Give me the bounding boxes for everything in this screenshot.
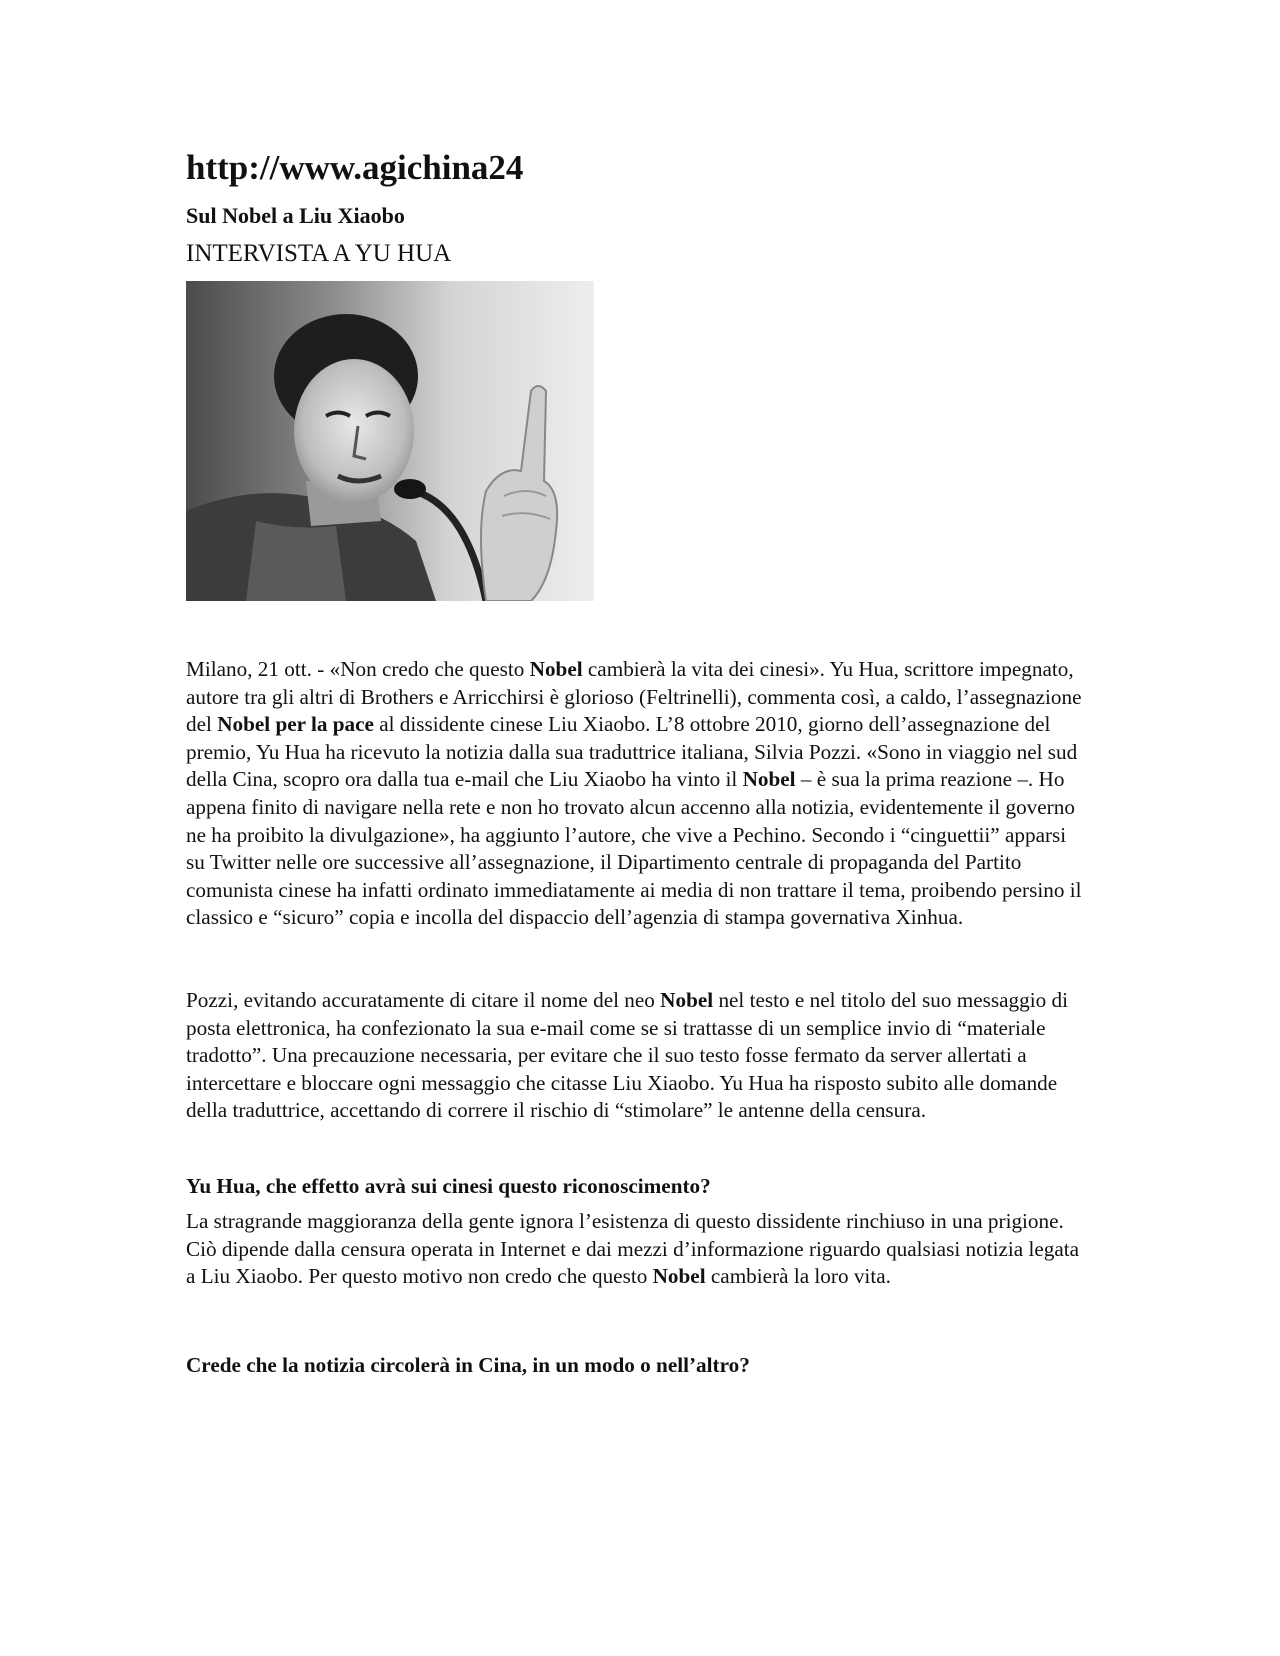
text-span: – è sua la prima reazione –. Ho appena finito di navigare nella rete e non ho trovato alcun accenno alla notizia, evidentemente il governo ne ha proibito la divulgazione», ha aggiunto l’autore, che vive a Pechino. Secondo i “cinguettii” apparsi su Twitter nelle ore successive all’assegnazione, il Dipartimento centrale di propaganda del Partito comunista cinese ha infatti ordinato immediatamente ai media di non trattare il tema, proibendo persino il classico e “sicuro” copia e incolla del dispaccio dell’agenzia di stampa governativa Xinhua. (186, 767, 1082, 930)
bold-text: Nobel (742, 767, 796, 792)
text-span: cambierà la vita dei cinesi». Yu Hua, scrittore impegnato, autore tra gli altri di Brothers e Arricchirsi è glorioso (Feltrinelli), commenta così, a caldo, l’assegnazione del (186, 657, 1082, 737)
text-span: La stragrande maggioranza della gente ignora l’esistenza di questo dissidente rinchiuso in una prigione. Ciò dipende dalla censura operata in Internet e dai mezzi d’informazione riguardo qualsiasi notizia legata a Liu Xiaobo. Per questo motivo non credo che questo (186, 1208, 1080, 1289)
text-span: Pozzi, evitando accuratamente di citare il nome del neo (186, 987, 661, 1012)
bold-text: Nobel (652, 1264, 706, 1289)
intro-paragraph (186, 656, 1086, 932)
bold-text: Nobel per la pace (217, 712, 374, 737)
article (186, 146, 1086, 1379)
text-span: al dissidente cinese Liu Xiaobo. L’8 ottobre 2010, giorno dell’assegnazione del premio, Yu Hua ha ricevuto la notizia dalla sua traduttrice italiana, Silvia Pozzi. «Sono in viaggio nel sud della Cina, scopro ora dalla tua e-mail che Liu Xiaobo ha vinto il (186, 712, 1078, 792)
bold-text: Nobel (660, 987, 714, 1012)
portrait-photo (186, 281, 594, 601)
second-paragraph (186, 987, 1086, 1125)
text-span: cambierà la loro vita. (705, 1264, 891, 1289)
article-subtitle: Sul Nobel a Liu Xiaobo (186, 203, 405, 228)
text-span: nel testo e nel titolo del suo messaggio di posta elettronica, ha confezionato la sua e-mail come se si trattasse di un semplice invio di “materiale tradotto”. Una precauzione necessaria, per evitare che il suo testo fosse fermato da server allertati a intercettare e bloccare ogni messaggio che citasse Liu Xiaobo. Yu Hua ha risposto subito alle domande della traduttrice, accettando di correre il rischio di “stimolare” le antenne della censura. (186, 987, 1068, 1123)
interview-answer-1 (186, 1208, 1086, 1291)
interview-question-2: Crede che la notizia circolerà in Cina, in un modo o nell’altro? (186, 1352, 750, 1377)
source-url: http://www.agichina24 (186, 148, 524, 187)
article-headline: INTERVISTA A YU HUA (186, 240, 452, 267)
interview-question-1: Yu Hua, che effetto avrà sui cinesi questo riconoscimento? (186, 1173, 711, 1198)
text-span: Milano, 21 ott. - «Non credo che questo (186, 657, 530, 681)
bold-text: Nobel (529, 657, 583, 681)
